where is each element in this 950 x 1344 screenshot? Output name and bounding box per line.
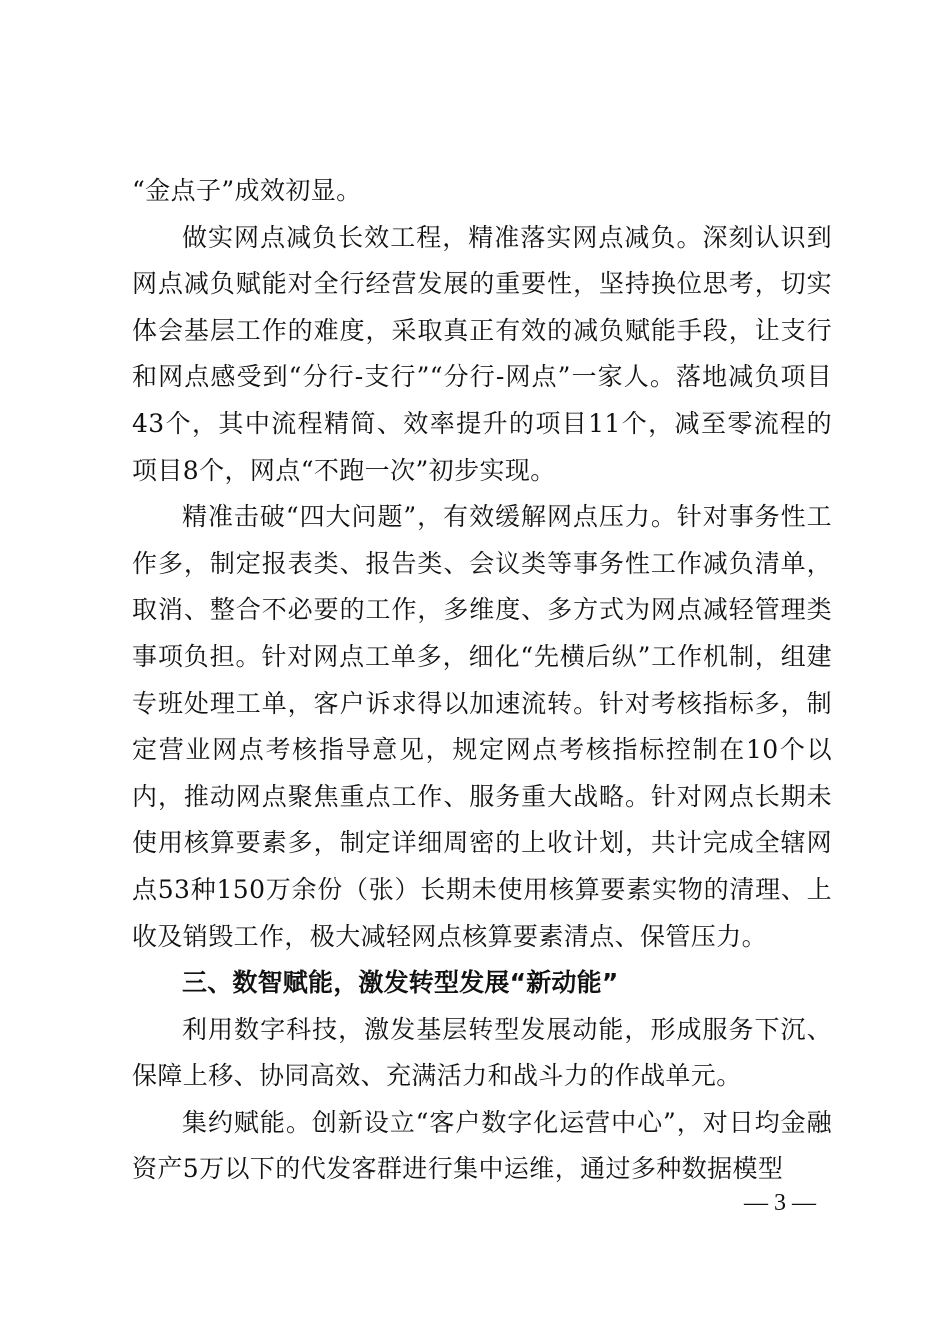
section-heading-digital-empowerment: 三、数智赋能，激发转型发展“新动能” <box>182 968 619 998</box>
body-text <box>132 168 832 1193</box>
paragraph-digital-technology: 利用数字科技，激发基层转型发展动能，形成服务下沉、保障上移、协同高效、充满活力和战斗力的作战单元。 <box>132 1014 832 1091</box>
page-number: — 3 — <box>744 1190 816 1216</box>
paragraph-continued: “金点子”成效初显。 <box>132 176 362 205</box>
paragraph-network-burden-reduction: 做实网点减负长效工程，精准落实网点减负。深刻认识到网点减负赋能对全行经营发展的重要性，坚持换位思考，切实体会基层工作的难度，采取真正有效的减负赋能手段，让支行和网点感受到“分行-支行”“分行-网点”一家人。落地减负项目43个，其中流程精简、效率提升的项目11个，减至零流程的项目8个，网点“不跑一次”初步实现。 <box>132 222 832 485</box>
paragraph-intensive-empowerment: 集约赋能。创新设立“客户数字化运营中心”，对日均金融资产5万以下的代发客群进行集中运维，通过多种数据模型 <box>132 1107 832 1184</box>
paragraph-four-major-problems: 精准击破“四大问题”，有效缓解网点压力。针对事务性工作多，制定报表类、报告类、会议类等事务性工作减负清单，取消、整合不必要的工作，多维度、多方式为网点减轻管理类事项负担。针对网点工单多，细化“先横后纵”工作机制，组建专班处理工单，客户诉求得以加速流转。针对考核指标多，制定营业网点考核指导意见，规定网点考核指标控制在10个以内，推动网点聚焦重点工作、服务重大战略。针对网点长期未使用核算要素多，制定详细周密的上收计划，共计完成全辖网点53种150万余份（张）长期未使用核算要素实物的清理、上收及销毁工作，极大减轻网点核算要素清点、保管压力。 <box>132 502 832 951</box>
